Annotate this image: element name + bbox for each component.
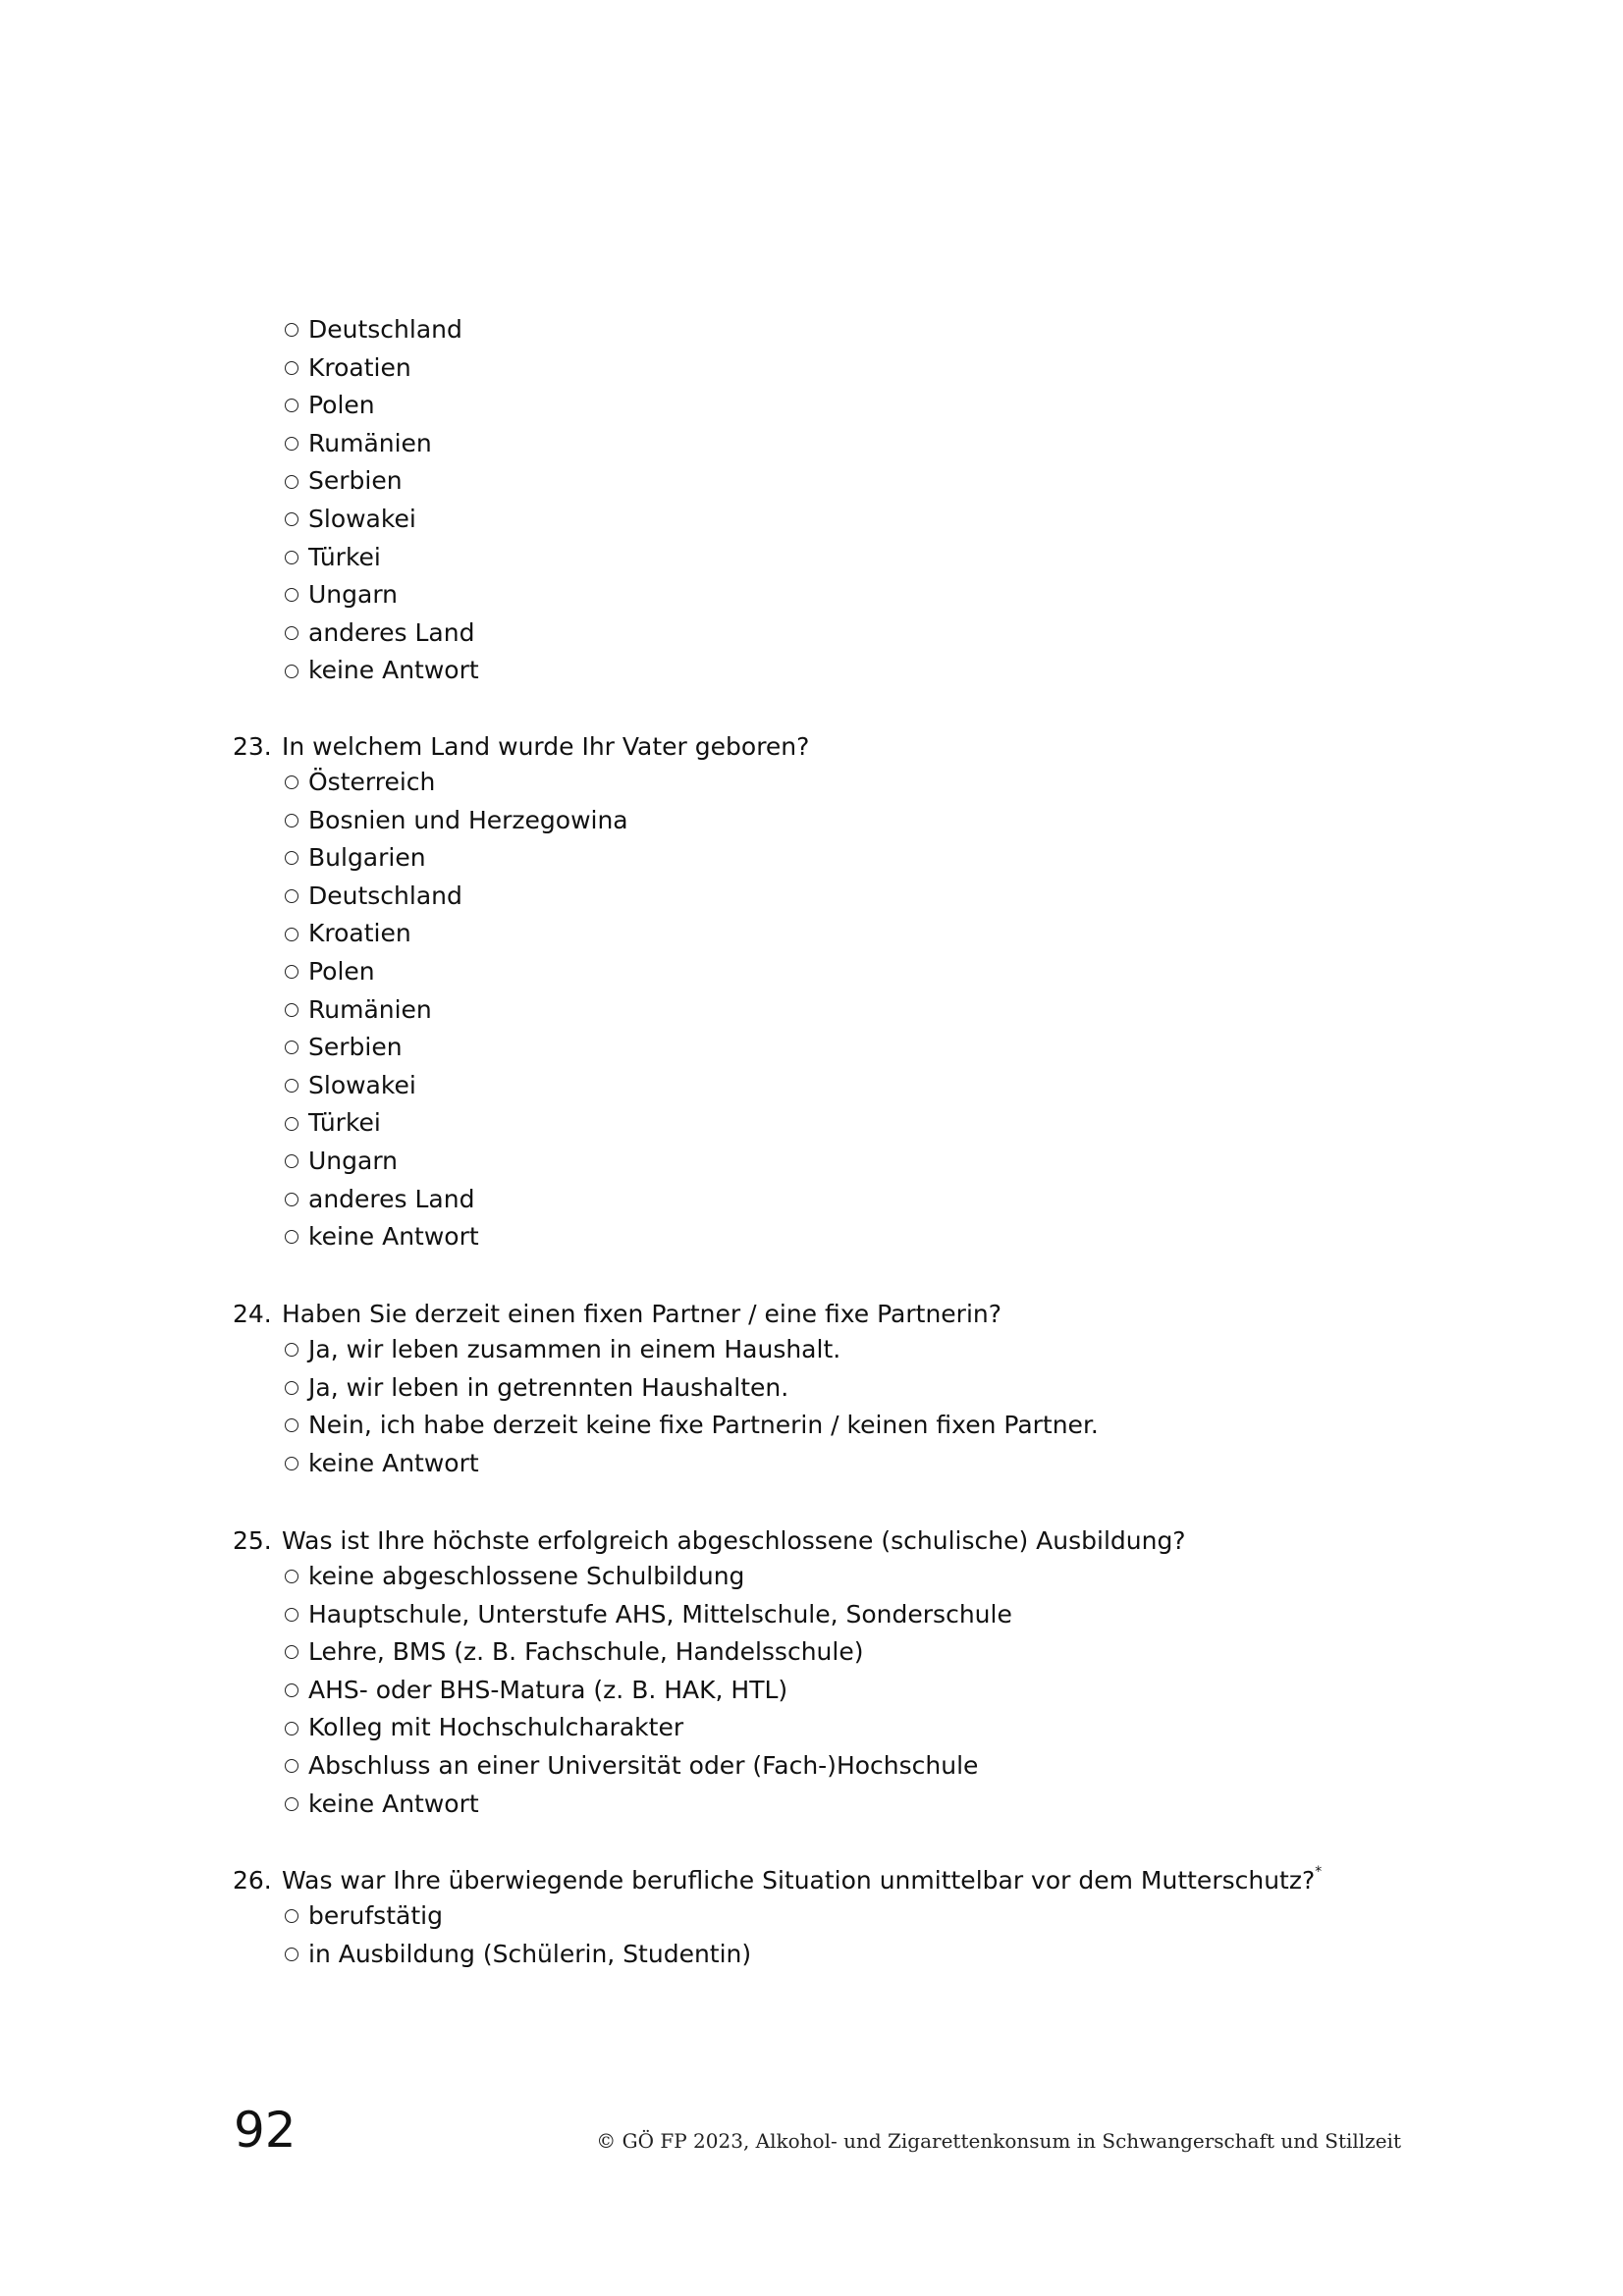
radio-circle-icon[interactable]	[285, 1457, 298, 1470]
radio-circle-icon[interactable]	[285, 1683, 298, 1697]
radio-option[interactable]: berufstätig	[285, 1897, 751, 1936]
radio-circle-icon[interactable]	[285, 1041, 298, 1054]
radio-option[interactable]: Nein, ich habe derzeit keine fixe Partnerin / keinen fixen Partner.	[285, 1407, 1099, 1445]
radio-option[interactable]: Österreich	[285, 764, 628, 802]
radio-circle-icon[interactable]	[285, 1079, 298, 1093]
question-text: Was war Ihre überwiegende berufliche Situation unmittelbar vor dem Mutterschutz?	[282, 1866, 1316, 1895]
radio-option[interactable]: Ungarn	[285, 576, 479, 614]
radio-option[interactable]: keine Antwort	[285, 1445, 1099, 1483]
radio-circle-icon[interactable]	[285, 1418, 298, 1432]
radio-option[interactable]: Polen	[285, 387, 479, 425]
radio-circle-icon[interactable]	[285, 1117, 298, 1131]
radio-circle-icon[interactable]	[285, 1381, 298, 1395]
radio-circle-icon[interactable]	[285, 1343, 298, 1357]
radio-circle-icon[interactable]	[285, 1645, 298, 1659]
radio-circle-icon[interactable]	[285, 626, 298, 640]
radio-option[interactable]: Ja, wir leben zusammen in einem Haushalt.	[285, 1331, 1099, 1369]
radio-circle-icon[interactable]	[285, 361, 298, 375]
radio-circle-icon[interactable]	[285, 1759, 298, 1773]
radio-circle-icon[interactable]	[285, 928, 298, 941]
radio-option[interactable]: Serbien	[285, 462, 479, 501]
radio-circle-icon[interactable]	[285, 512, 298, 526]
radio-circle-icon[interactable]	[285, 814, 298, 828]
radio-circle-icon[interactable]	[285, 775, 298, 789]
radio-option[interactable]: Kroatien	[285, 915, 628, 953]
question-number: 25.	[233, 1526, 272, 1555]
radio-option[interactable]: keine Antwort	[285, 652, 479, 690]
radio-option[interactable]: Slowakei	[285, 1067, 628, 1105]
radio-circle-icon[interactable]	[285, 889, 298, 903]
radio-circle-icon[interactable]	[285, 1948, 298, 1961]
question-text: In welchem Land wurde Ihr Vater geboren?	[282, 732, 810, 761]
radio-circle-icon[interactable]	[285, 475, 298, 489]
radio-option[interactable]: keine Antwort	[285, 1786, 1012, 1824]
radio-option[interactable]: Ja, wir leben in getrennten Haushalten.	[285, 1369, 1099, 1408]
radio-circle-icon[interactable]	[285, 965, 298, 979]
radio-circle-icon[interactable]	[285, 851, 298, 865]
radio-option[interactable]: Serbien	[285, 1029, 628, 1067]
radio-circle-icon[interactable]	[285, 1230, 298, 1244]
radio-circle-icon[interactable]	[285, 1909, 298, 1923]
radio-circle-icon[interactable]	[285, 323, 298, 337]
page-number: 92	[234, 2102, 297, 2159]
radio-option[interactable]: Rumänien	[285, 991, 628, 1030]
radio-option[interactable]: Türkei	[285, 1104, 628, 1143]
radio-option[interactable]: Abschluss an einer Universität oder (Fach-)Hochschule	[285, 1747, 1012, 1786]
radio-option[interactable]: Polen	[285, 953, 628, 991]
radio-circle-icon[interactable]	[285, 437, 298, 451]
radio-option[interactable]: in Ausbildung (Schülerin, Studentin)	[285, 1936, 751, 1974]
continuation-option-list	[285, 311, 479, 690]
radio-circle-icon[interactable]	[285, 665, 298, 678]
radio-circle-icon[interactable]	[285, 1154, 298, 1168]
radio-option[interactable]: Hauptschule, Unterstufe AHS, Mittelschule, Sonderschule	[285, 1596, 1012, 1634]
radio-circle-icon[interactable]	[285, 1608, 298, 1622]
radio-option[interactable]: keine abgeschlossene Schulbildung	[285, 1558, 1012, 1596]
radio-option[interactable]: keine Antwort	[285, 1218, 628, 1256]
radio-option[interactable]: Deutschland	[285, 878, 628, 916]
radio-option[interactable]: Rumänien	[285, 425, 479, 463]
question-text: Haben Sie derzeit einen fixen Partner / eine fixe Partnerin?	[282, 1300, 1002, 1328]
footnote-marker: *	[1315, 1863, 1323, 1880]
radio-option[interactable]: Kolleg mit Hochschulcharakter	[285, 1709, 1012, 1747]
radio-option[interactable]: Ungarn	[285, 1143, 628, 1181]
question-25-options	[285, 1558, 1012, 1823]
radio-option[interactable]: Türkei	[285, 539, 479, 577]
radio-circle-icon[interactable]	[285, 1003, 298, 1017]
radio-circle-icon[interactable]	[285, 1797, 298, 1811]
footer-copyright: © GÖ FP 2023, Alkohol- und Zigarettenkonsum in Schwangerschaft und Stillzeit	[596, 2129, 1401, 2153]
radio-circle-icon[interactable]	[285, 551, 298, 564]
radio-circle-icon[interactable]	[285, 1570, 298, 1583]
radio-circle-icon[interactable]	[285, 1193, 298, 1206]
question-number: 23.	[233, 732, 272, 761]
radio-option[interactable]: Kroatien	[285, 349, 479, 388]
radio-circle-icon[interactable]	[285, 1722, 298, 1735]
radio-option[interactable]: Lehre, BMS (z. B. Fachschule, Handelsschule)	[285, 1633, 1012, 1672]
radio-circle-icon[interactable]	[285, 399, 298, 412]
radio-option[interactable]: Deutschland	[285, 311, 479, 349]
radio-option[interactable]: anderes Land	[285, 614, 479, 653]
question-25-heading	[233, 1522, 1186, 1561]
question-26-options	[285, 1897, 751, 1973]
question-23-heading	[233, 728, 809, 767]
question-number: 26.	[233, 1866, 272, 1895]
radio-option[interactable]: AHS- oder BHS-Matura (z. B. HAK, HTL)	[285, 1672, 1012, 1710]
question-24-heading	[233, 1296, 1001, 1334]
question-text: Was ist Ihre höchste erfolgreich abgeschlossene (schulische) Ausbildung?	[282, 1526, 1186, 1555]
question-number: 24.	[233, 1300, 272, 1328]
question-24-options	[285, 1331, 1099, 1482]
radio-option[interactable]: Bosnien und Herzegowina	[285, 802, 628, 840]
question-23-options	[285, 764, 628, 1256]
radio-circle-icon[interactable]	[285, 588, 298, 602]
radio-option[interactable]: Slowakei	[285, 501, 479, 539]
radio-option[interactable]: anderes Land	[285, 1181, 628, 1219]
question-26-heading	[233, 1862, 1322, 1900]
radio-option[interactable]: Bulgarien	[285, 839, 628, 878]
